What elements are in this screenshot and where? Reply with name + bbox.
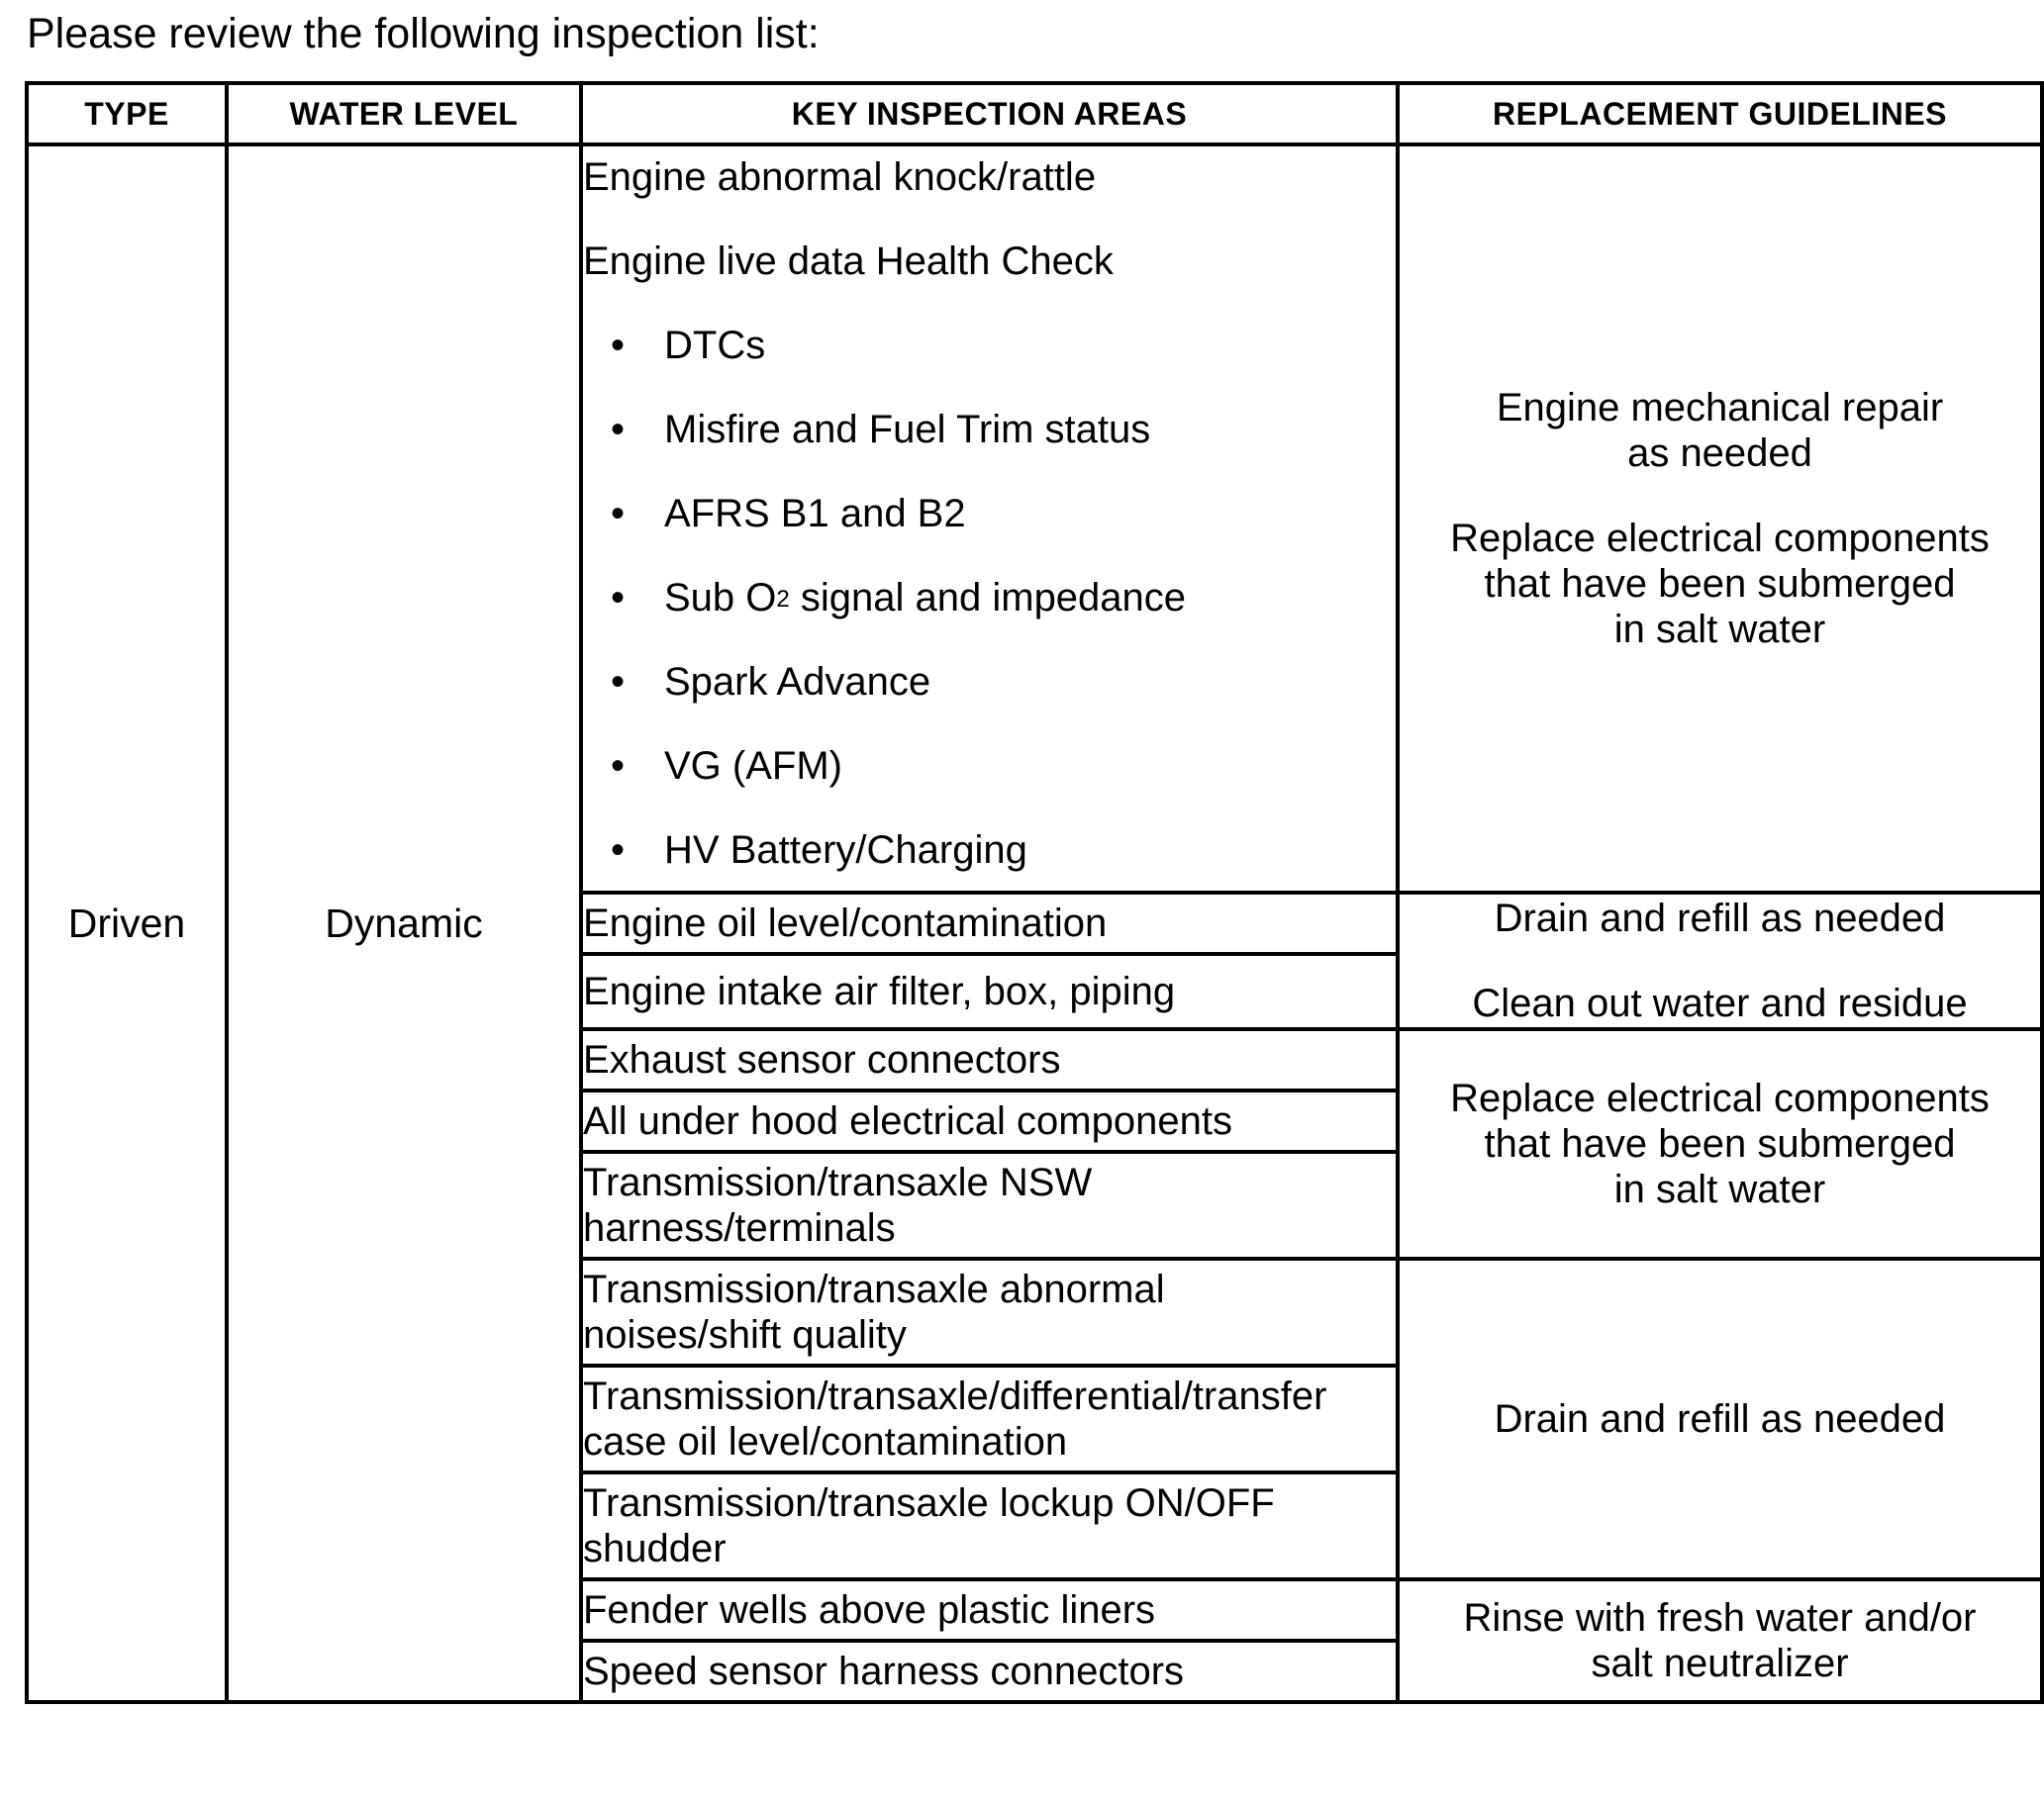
guideline-text: in salt water (1613, 1168, 1826, 1211)
inspection-item: Exhaust sensor connectors (581, 1029, 1398, 1091)
inspection-text: Transmission/transaxle/differential/transfer (583, 1375, 1327, 1418)
table-row (27, 144, 2042, 893)
inspection-text: Transmission/transaxle NSW (583, 1161, 1093, 1204)
inspection-item (581, 1152, 1398, 1259)
inspection-text: Transmission/transaxle lockup ON/OFF (583, 1481, 1275, 1525)
guideline-text: Engine mechanical repair (1496, 386, 1944, 429)
inspection-table (25, 81, 2044, 1704)
header-type: TYPE (27, 83, 227, 144)
guideline-text: Replace electrical components (1450, 1077, 1990, 1120)
bullet-text: AFRS B1 and B2 (664, 492, 966, 535)
inspection-text: harness/terminals (583, 1206, 896, 1250)
inspection-item: Speed sensor harness connectors (581, 1641, 1398, 1702)
bullet-item (583, 575, 1396, 620)
inspection-item (581, 1259, 1398, 1366)
bullet-icon: • (611, 660, 626, 704)
guideline-text: as needed (1627, 431, 1812, 475)
bullet-item (583, 407, 1396, 452)
intro-text: Please review the following inspection list: (27, 10, 820, 57)
bullet-text (664, 576, 1186, 619)
inspection-item: Fender wells above plastic liners (581, 1579, 1398, 1641)
bullet-item (583, 827, 1396, 873)
guideline-text: in salt water (1613, 608, 1826, 651)
water-level-cell: Dynamic (227, 144, 581, 1702)
bullet-text: Spark Advance (664, 660, 931, 704)
inspection-item (581, 1472, 1398, 1579)
bullet-item (583, 743, 1396, 789)
guideline-text: Replace electrical components (1450, 517, 1990, 560)
bullet-item (583, 491, 1396, 536)
inspection-item: Engine oil level/contamination (581, 893, 1398, 954)
bullet-icon: • (611, 492, 626, 535)
bullet-text: HV Battery/Charging (664, 828, 1027, 872)
type-cell: Driven (27, 144, 227, 1702)
bullet-item (583, 659, 1396, 705)
guideline-text: that have been submerged (1484, 1122, 1956, 1166)
bullet-icon: • (611, 576, 626, 619)
inspection-text: Transmission/transaxle abnormal (583, 1268, 1165, 1311)
inspection-item: Engine intake air filter, box, piping (581, 954, 1398, 1029)
bullet-text: DTCs (664, 324, 766, 367)
inspection-text: shudder (583, 1527, 727, 1570)
transmission-guideline-cell: Drain and refill as needed (1398, 1259, 2042, 1579)
header-water-level: WATER LEVEL (227, 83, 581, 144)
inspection-item: All under hood electrical components (581, 1091, 1398, 1152)
header-row (27, 83, 2042, 144)
bullet-icon: • (611, 828, 626, 872)
rinse-guideline-cell (1398, 1579, 2042, 1702)
bullet-icon: • (611, 408, 626, 451)
oil-guideline-cell (1398, 893, 2042, 1029)
bullet-text: VG (AFM) (664, 744, 842, 788)
electrical-guideline-cell (1398, 1029, 2042, 1259)
header-replacement-guidelines: REPLACEMENT GUIDELINES (1398, 83, 2042, 144)
o2-superscript: 2 (776, 586, 790, 613)
engine-inspection-cell (581, 144, 1398, 893)
guideline-text: that have been submerged (1484, 562, 1956, 606)
bullet-item (583, 323, 1396, 368)
bullet-icon: • (611, 324, 626, 367)
engine-guideline-cell (1398, 144, 2042, 893)
header-key-inspection-areas: KEY INSPECTION AREAS (581, 83, 1398, 144)
guideline-text: Clean out water and residue (1472, 982, 1968, 1025)
inspection-item (581, 1366, 1398, 1472)
inspection-text: noises/shift quality (583, 1313, 907, 1357)
inspection-text: case oil level/contamination (583, 1420, 1068, 1464)
guideline-text: Rinse with fresh water and/or (1463, 1596, 1977, 1640)
bullet-text: Misfire and Fuel Trim status (664, 408, 1151, 451)
guideline-text: Drain and refill as needed (1494, 897, 1946, 940)
o2-suffix: signal and impedance (789, 576, 1187, 619)
inspection-item: Engine abnormal knock/rattle (583, 155, 1097, 199)
bullet-icon: • (611, 744, 626, 788)
o2-prefix: Sub O (664, 576, 777, 619)
guideline-text: salt neutralizer (1591, 1642, 1849, 1685)
inspection-item: Engine live data Health Check (583, 239, 1114, 283)
